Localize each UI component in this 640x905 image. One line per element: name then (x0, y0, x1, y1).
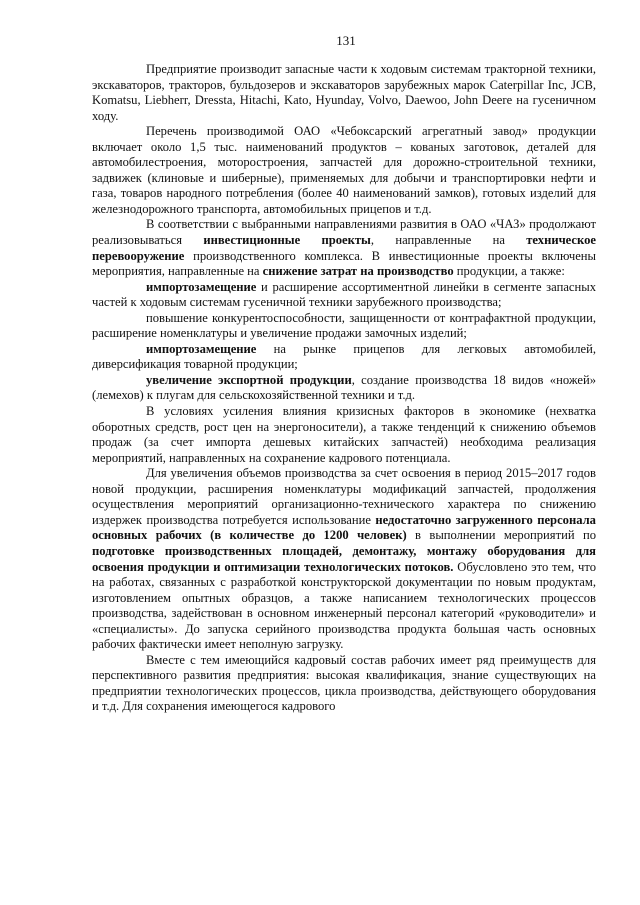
text-run: В условиях усиления влияния кризисных факторов в экономике (нехватка оборотных средств, рост цен на энергоносители), а также тенденций к снижению объемов продаж (за счет импорта дешевых китайских запчастей) необходима реализация мероприятий, направленных на сохранение кадрового потенциала. (92, 404, 596, 465)
text-run: продукции, а также: (453, 264, 565, 279)
text-run: , создание производства 18 видов «ножей» (лемехов) к плугам для сельскохозяйственной техники и т.д. (92, 372, 596, 403)
paragraph (92, 342, 596, 373)
paragraph (92, 280, 596, 311)
paragraph (92, 466, 596, 653)
paragraph (92, 311, 596, 342)
text-run: повышение конкурентоспособности, защищенности от контрафактной продукции, расширение номенклатуры и увеличение продажи замочных изделий; (92, 310, 596, 341)
text-run: и расширение ассортиментной линейки в сегменте запасных частей к ходовым системам гусеничной техники зарубежного производства; (92, 279, 596, 310)
paragraph (92, 217, 596, 279)
text-run: на рынке прицепов для легковых автомобилей, диверсификация товарной продукции; (92, 341, 596, 372)
text-run: Для увеличения объемов производства за счет освоения в период 2015–2017 годов новой продукции, расширения номенклатуры модификаций запчастей, продолжения осуществления мероприятий организационно-технического характера по снижению издержек производства потребуется использование (92, 466, 596, 527)
text-run: , направленные на (370, 233, 527, 248)
text-run: Предприятие производит запасные части к ходовым системам тракторной техники, экскаваторов, тракторов, бульдозеров и экскаваторов зарубежных марок Caterpillar Inc, JCB, Komatsu, Liebherr, Dressta, Hitachi, Kato, Hyunday, Volvo, Daewoo, John Deere на гусеничном ходу. (92, 62, 596, 123)
bold-text: инвестиционные проекты (203, 233, 371, 248)
paragraph (92, 653, 596, 715)
bold-text: подготовке производственных площадей, демонтажу, монтажу оборудования для освоения продукции и оптимизации технологических потоков. (92, 543, 596, 574)
text-run: в выполнении мероприятий по (406, 528, 596, 543)
bold-text: увеличение экспортной продукции (146, 372, 352, 387)
paragraph (92, 124, 596, 217)
paragraph (92, 373, 596, 404)
text-run: В соответствии с выбранными направлениями развития в ОАО «ЧАЗ» продолжают реализовываться (92, 217, 596, 248)
text-run: Вместе с тем имеющийся кадровый состав рабочих имеет ряд преимуществ для перспективного развития предприятия: высокая квалификация, знание существующих на предприятии технологических процессов, цикла производства, действующего оборудования и т.д. Для сохранения имеющегося кадрового (92, 652, 596, 714)
bold-text: недостаточно загруженного персонала основных рабочих (в количестве до 1200 человек) (92, 512, 596, 543)
body-text (92, 62, 596, 715)
bold-text: импортозамещение (146, 279, 257, 294)
text-run: Перечень производимой ОАО «Чебоксарский агрегатный завод» продукции включает около 1,5 тыс. наименований продуктов – кованых заготовок, деталей для автомобилестроения, моторостроения, запчастей для дорожно-строительной техники, задвижек (клиновые и шиберные), применяемых для добычи и транспортировки нефти и газа, товаров народного потребления (более 40 наименований замков), готовых изделий для железнодорожного транспорта, автомобильных прицепов и т.д. (92, 124, 596, 216)
paragraph (92, 404, 596, 466)
bold-text: снижение затрат на производство (262, 264, 454, 279)
bold-text: техническое перевооружение (92, 233, 596, 263)
page-number: 131 (336, 33, 356, 48)
paragraph (92, 62, 596, 124)
text-run: производственного комплекса. В инвестиционные проекты включены мероприятия, направленные на (92, 248, 596, 279)
bold-text: импортозамещение (146, 341, 257, 356)
text-run: Обусловлено это тем, что на работах, связанных с разработкой конструкторской документации по новым продуктам, изготовлением опытных образцов, а также написанием технологических процессов производства, задействован в основном инженерный персонал категорий «руководители» и «специалисты». До запуска серийного производства продукта большая часть основных рабочих фактически имеет неполную загрузку. (92, 559, 597, 652)
